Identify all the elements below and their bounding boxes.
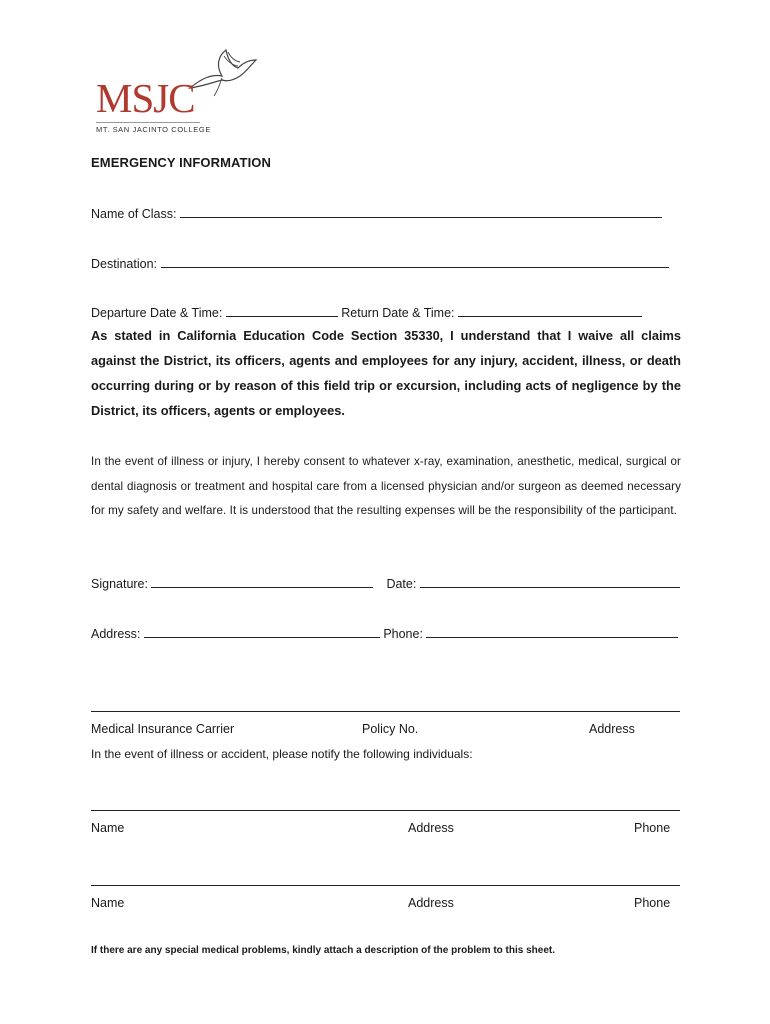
- page-title: EMERGENCY INFORMATION: [91, 155, 272, 170]
- date-label: Date:: [386, 577, 417, 591]
- contact-1-name-label: Name: [91, 821, 125, 835]
- contact-1-field-line[interactable]: [91, 810, 680, 811]
- phone-label: Phone:: [383, 627, 423, 641]
- contact-1-address-label: Address: [408, 821, 454, 835]
- insurance-field-line[interactable]: [91, 711, 680, 712]
- phone-field[interactable]: [426, 625, 678, 638]
- msjc-logo: [92, 48, 262, 136]
- logo-divider: [96, 122, 200, 123]
- waiver-paragraph: As stated in California Education Code Section 35330, I understand that I waive all claims against the District, its officers, agents and employees for any injury, accident, illness, or death occurring during or by reason of this field trip or excursion, including acts of negligence by the District, its officers, agents or employees.: [91, 328, 681, 418]
- address-field[interactable]: [144, 625, 380, 638]
- footer-note: If there are any special medical problems, kindly attach a description of the problem to this sheet.: [91, 945, 556, 956]
- signature-field[interactable]: [151, 575, 373, 588]
- return-label: Return Date & Time:: [341, 306, 455, 320]
- dates-row: [91, 304, 642, 320]
- departure-label: Departure Date & Time:: [91, 306, 223, 320]
- class-name-label: Name of Class:: [91, 207, 177, 221]
- destination-field[interactable]: [161, 255, 669, 268]
- departure-field[interactable]: [226, 304, 338, 317]
- signature-row: [91, 575, 680, 591]
- eagle-icon: [188, 48, 258, 98]
- destination-row: [91, 255, 669, 271]
- contact-1-phone-label: Phone: [634, 821, 671, 835]
- contact-2-address-label: Address: [408, 896, 454, 910]
- class-name-row: [91, 205, 662, 221]
- contact-2-name-label: Name: [91, 896, 125, 910]
- logo-subtitle: MT. SAN JACINTO COLLEGE: [96, 125, 211, 134]
- consent-paragraph: In the event of illness or injury, I hereby consent to whatever x-ray, examination, anesthetic, medical, surgical or dental diagnosis or treatment and hospital care from a licensed physician and/or surgeon as deemed necessary for my safety and welfare. It is understood that the resulting expenses will be the responsibility of the participant.: [91, 455, 681, 517]
- notify-instruction: In the event of illness or accident, please notify the following individuals:: [91, 747, 473, 761]
- date-field[interactable]: [420, 575, 680, 588]
- class-name-field[interactable]: [180, 205, 662, 218]
- destination-label: Destination:: [91, 257, 158, 271]
- return-field[interactable]: [458, 304, 642, 317]
- logo-wordmark: MSJC: [96, 75, 195, 121]
- signature-label: Signature:: [91, 577, 148, 591]
- contact-2-field-line[interactable]: [91, 885, 680, 886]
- contact-2-phone-label: Phone: [634, 896, 671, 910]
- insurance-carrier-label: Medical Insurance Carrier: [91, 722, 235, 736]
- address-row: [91, 625, 678, 641]
- policy-number-label: Policy No.: [362, 722, 419, 736]
- address-label: Address:: [91, 627, 141, 641]
- insurance-address-label: Address: [589, 722, 635, 736]
